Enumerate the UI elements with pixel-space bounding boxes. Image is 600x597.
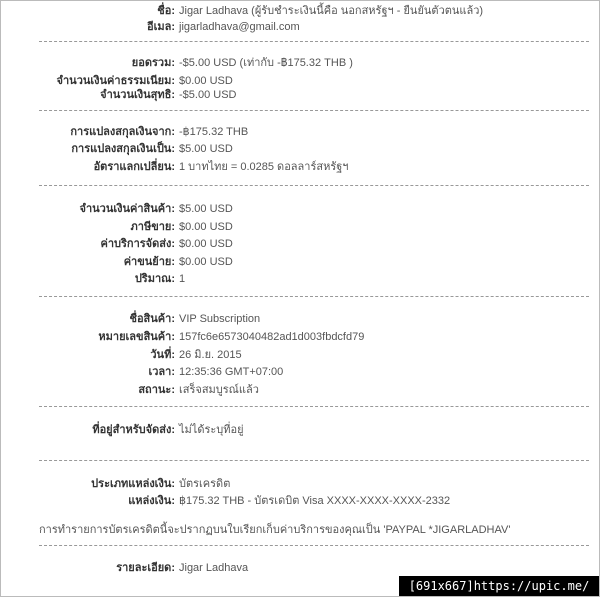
detail-value: -฿175.32 THB: [179, 126, 249, 138]
detail-value: Jigar Ladhava (ผู้รับชำระเงินนี้คือ นอกสหรัฐฯ - ยืนยันตัวตนแล้ว): [179, 5, 484, 17]
detail-label: จำนวนเงินสุทธิ:: [100, 89, 175, 101]
detail-value: -$5.00 USD: [179, 89, 237, 101]
detail-label: วันที่:: [150, 349, 175, 361]
detail-row: [39, 329, 589, 345]
detail-label: ที่อยู่สำหรับจัดส่ง:: [92, 424, 175, 436]
detail-row: [39, 201, 589, 217]
detail-label: หมายเลขสินค้า:: [98, 331, 175, 343]
detail-row: [39, 87, 589, 103]
detail-row: [39, 124, 589, 140]
detail-value: $5.00 USD: [179, 203, 233, 215]
detail-label: แหล่งเงิน:: [128, 495, 175, 507]
detail-row: [39, 219, 589, 235]
detail-label: สถานะ:: [138, 384, 175, 396]
statement-note: การทำรายการบัตรเครดิตนี้จะปรากฏบนใบเรียกเก็บค่าบริการของคุณเป็น 'PAYPAL *JIGARLADHAV': [39, 524, 511, 536]
detail-row: [39, 254, 589, 270]
detail-value: ไม่ได้ระบุที่อยู่: [179, 424, 244, 436]
detail-row: [39, 560, 589, 576]
detail-label: ค่าขนย้าย:: [123, 256, 175, 268]
detail-label: จำนวนเงินค่าสินค้า:: [79, 203, 175, 215]
section-divider: [39, 41, 589, 42]
detail-row: [39, 476, 589, 492]
detail-value: jigarladhava@gmail.com: [179, 21, 300, 33]
detail-label: จำนวนเงินค่าธรรมเนียม:: [56, 75, 175, 87]
detail-row: [39, 364, 589, 380]
detail-label: การแปลงสกุลเงินจาก:: [70, 126, 175, 138]
detail-value: -$5.00 USD (เท่ากับ -฿175.32 THB ): [179, 57, 353, 69]
detail-value: VIP Subscription: [179, 313, 261, 325]
detail-value: บัตรเครดิต: [179, 478, 231, 490]
detail-label: อีเมล:: [146, 21, 175, 33]
detail-label: ยอดรวม:: [131, 57, 175, 69]
detail-value: $5.00 USD: [179, 143, 233, 155]
detail-label: อัตราแลกเปลี่ยน:: [93, 161, 175, 173]
detail-row: [39, 347, 589, 363]
detail-label: ชื่อ:: [157, 5, 175, 17]
detail-label: เวลา:: [148, 366, 175, 378]
image-host-badge: [691x667]https://upic.me/: [399, 576, 599, 596]
detail-row: [39, 382, 589, 398]
section-divider: [39, 110, 589, 111]
detail-label: ประเภทแหล่งเงิน:: [91, 478, 175, 490]
detail-row: [39, 55, 589, 71]
detail-row: [39, 236, 589, 252]
detail-label: ภาษีขาย:: [130, 221, 175, 233]
detail-value: 26 มิ.ย. 2015: [179, 349, 242, 361]
detail-value: $0.00 USD: [179, 238, 233, 250]
section-divider: [39, 545, 589, 546]
detail-row: [39, 311, 589, 327]
detail-row: [39, 19, 589, 35]
detail-value: 1: [179, 273, 186, 285]
section-divider: [39, 406, 589, 407]
detail-value: $0.00 USD: [179, 256, 233, 268]
detail-row: [39, 493, 589, 509]
detail-row: [39, 271, 589, 287]
detail-row: [39, 3, 589, 19]
detail-value: 1 บาทไทย = 0.0285 ดอลลาร์สหรัฐฯ: [179, 161, 349, 173]
detail-label: ชื่อสินค้า:: [129, 313, 175, 325]
detail-row: [39, 141, 589, 157]
detail-label: ปริมาณ:: [134, 273, 175, 285]
detail-label: การแปลงสกุลเงินเป็น:: [71, 143, 175, 155]
section-divider: [39, 460, 589, 461]
detail-value: 12:35:36 GMT+07:00: [179, 366, 284, 378]
detail-label: ค่าบริการจัดส่ง:: [100, 238, 175, 250]
detail-value: ฿175.32 THB - บัตรเดบิต Visa XXXX-XXXX-XXXX-2332: [179, 495, 451, 507]
section-divider: [39, 296, 589, 297]
detail-value: $0.00 USD: [179, 221, 233, 233]
detail-value: 157fc6e6573040482ad1d003fbdcfd79: [179, 331, 365, 343]
detail-value: Jigar Ladhava: [179, 562, 249, 574]
detail-row: [39, 422, 589, 438]
detail-label: รายละเอียด:: [116, 562, 175, 574]
detail-value: $0.00 USD: [179, 75, 233, 87]
detail-row: [39, 159, 589, 175]
detail-value: เสร็จสมบูรณ์แล้ว: [179, 384, 259, 396]
section-divider: [39, 185, 589, 186]
